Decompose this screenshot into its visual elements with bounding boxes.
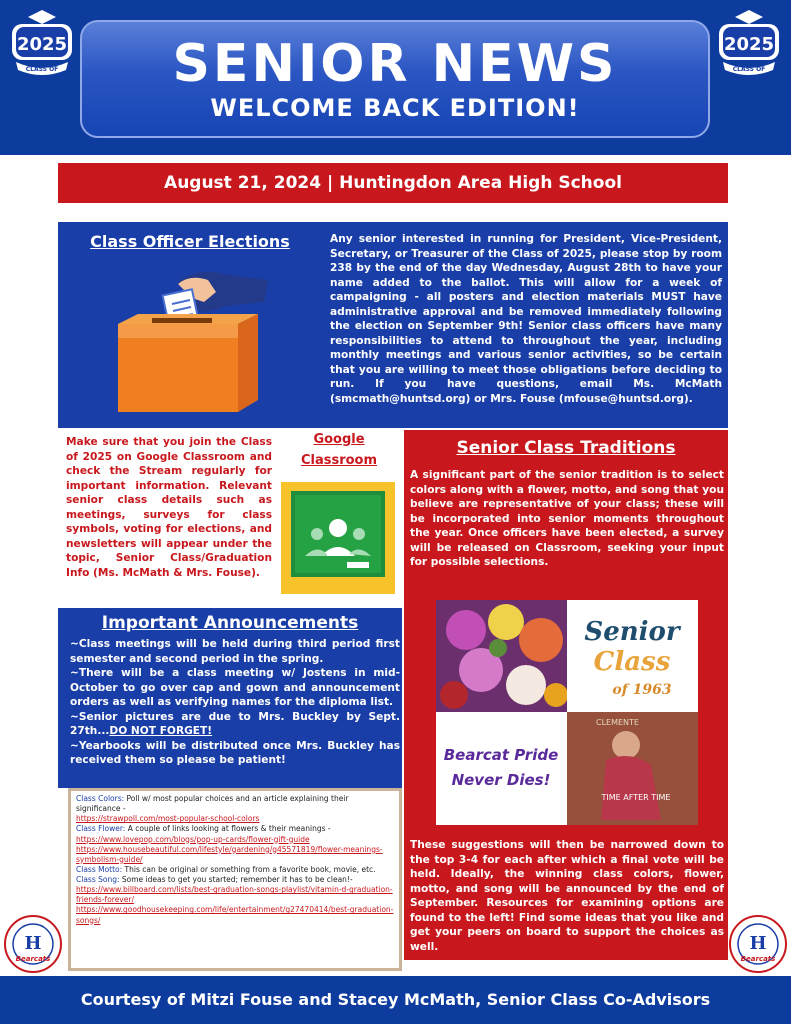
resource-colors bbox=[76, 794, 394, 814]
newsletter-subtitle: WELCOME BACK EDITION! bbox=[210, 94, 580, 122]
resource-song bbox=[76, 875, 394, 885]
announcement-item-2: ~There will be a class meeting w/ Jostens in mid-October to go over cap and gown and announcement orders as well as verifying names for the diploma list. bbox=[70, 667, 400, 708]
senior-class-line2: Class bbox=[593, 647, 671, 677]
resource-song-label: Class Song: bbox=[76, 875, 120, 884]
resource-song-text: Some ideas to get you started; remember it has to be clean!- bbox=[119, 875, 353, 884]
resource-flower-link-1[interactable]: https://www.lovepop.com/blogs/pop-up-cards/flower-gift-guide bbox=[76, 834, 310, 844]
senior-class-line3: of 1963 bbox=[612, 682, 672, 698]
bearcats-seal-right bbox=[729, 915, 787, 973]
bearcats-seal-left bbox=[4, 915, 62, 973]
badge-year-left: 2025 bbox=[16, 34, 68, 55]
seal-letter-left: H bbox=[24, 933, 42, 954]
officer-text: Any senior interested in running for President, Vice-President, Secretary, or Treasurer of the Class of 2025, please stop by room 238 by the end of the day Wednesday, August 28th to have your name added to the ballot. This will allow for a week of campaigning - all posters and election materials MUST have administrative approval and be removed immediately following the election on September 9th! Senior class officers have many responsibilities to attend to throughout the year, including monthly meetings and various senior activities, so be certain that you are willing to meet those obligations before deciding to run. If you have questions, email Ms. McMath (smcmath@huntsd.org) or Mrs. Fouse (mfouse@huntsd.org). bbox=[330, 233, 722, 405]
traditions-text-1: A significant part of the senior tradition is to select colors along with a flower, motto, and song that you believe are representative of your class; these will be incorporated into senior moments throughout the year. Once officers have been elected, a survey will be released on Classroom, seeking your input for possible selections. bbox=[410, 469, 724, 568]
resource-flower-link-2[interactable]: https://www.housebeautiful.com/lifestyle/gardening/g45571819/flower-meanings-symbolism-guide/ bbox=[76, 844, 383, 864]
resource-colors-text: Poll w/ most popular choices and an article explaining their significance - bbox=[76, 794, 349, 814]
newsletter-title: SENIOR NEWS bbox=[172, 34, 618, 94]
resource-colors-link[interactable]: https://strawpoll.com/most-popular-school-colors bbox=[76, 814, 260, 824]
resource-flower-label: Class Flower: bbox=[76, 824, 126, 834]
resource-song-link-1[interactable]: https://www.billboard.com/lists/best-graduation-songs-playlist/vitamin-d-graduation-friends-forever/ bbox=[76, 885, 393, 905]
resource-flower-text: A couple of links looking at flowers & their meanings - bbox=[125, 824, 331, 834]
resource-motto-text: This can be original or something from a favorite book, movie, etc. bbox=[122, 864, 376, 874]
resource-song-link-2[interactable]: https://www.goodhousekeeping.com/life/entertainment/g27470414/best-graduation-songs/ bbox=[76, 905, 394, 925]
dateline: August 21, 2024 | Huntingdon Area High School bbox=[58, 163, 728, 203]
google-classroom-icon[interactable] bbox=[281, 482, 395, 594]
bearcat-pride-image bbox=[436, 712, 567, 825]
seal-word-left: Bearcats bbox=[15, 955, 51, 963]
seal-letter-right: H bbox=[749, 933, 767, 954]
google-heading bbox=[280, 432, 398, 468]
footer-credits: Courtesy of Mitzi Fouse and Stacey McMath, Senior Class Co-Advisors bbox=[0, 976, 791, 1024]
google-heading-line1: Google bbox=[313, 432, 365, 447]
class-of-2025-badge-left bbox=[6, 8, 78, 80]
traditions-text-2: These suggestions will then be narrowed down to the top 3-4 for each after which a final vote will be held. Ideally, the winning class colors, flower, motto, and song will be announced by the end of September. Resources for examining options are found to the left! Find some ideas that you like and get your peers on board to support the choices as well. bbox=[410, 839, 724, 953]
resource-motto-label: Class Motto: bbox=[76, 864, 123, 874]
bearcat-pride-line2: Never Dies! bbox=[451, 771, 551, 789]
resources-box bbox=[68, 788, 402, 971]
senior-class-line1: Senior bbox=[584, 617, 680, 647]
announcements-list bbox=[70, 637, 400, 768]
announcement-item-4: ~Yearbooks will be distributed once Mrs. Buckley has received them so please be patient! bbox=[70, 739, 400, 766]
announcement-item-3-text: ~Senior pictures are due to Mrs. Buckley by Sept. 27th... bbox=[70, 710, 400, 737]
bearcat-pride-line1: Bearcat Pride bbox=[443, 746, 559, 764]
officer-heading: Class Officer Elections bbox=[90, 232, 290, 251]
seal-word-right: Bearcats bbox=[740, 955, 776, 963]
badge-text-left: CLASS OF bbox=[25, 66, 59, 73]
album-bottom-text: TIME AFTER TIME bbox=[601, 793, 671, 802]
google-heading-line2: Classroom bbox=[300, 453, 378, 468]
ballot-box-illustration bbox=[108, 262, 278, 416]
resource-motto bbox=[76, 865, 394, 875]
resource-colors-label: Class Colors: bbox=[76, 794, 125, 803]
traditions-collage bbox=[436, 600, 698, 825]
resource-flower bbox=[76, 824, 394, 834]
google-text: Make sure that you join the Class of 2025 on Google Classroom and check the Stream regularly for important information. Relevant senior class details such as meetings, surveys for class symbols, voting for elections, and newsletters will appear under the topic, Senior Class/Graduation Info (Ms. McMath & Mrs. Fouse). bbox=[66, 436, 272, 579]
traditions-heading: Senior Class Traditions bbox=[456, 438, 676, 458]
announcements-heading: Important Announcements bbox=[101, 613, 359, 633]
album-top-text: CLEMENTE bbox=[596, 718, 639, 727]
title-box bbox=[80, 20, 710, 138]
class-of-2025-badge-right bbox=[713, 8, 785, 80]
badge-text-right: CLASS OF bbox=[732, 66, 766, 73]
announcement-item-3-emphasis: DO NOT FORGET! bbox=[109, 725, 213, 737]
badge-year-right: 2025 bbox=[723, 34, 775, 55]
announcement-item-1: ~Class meetings will be held during third period first semester and second period in the spring. bbox=[70, 638, 400, 665]
announcement-item-3 bbox=[70, 710, 400, 739]
